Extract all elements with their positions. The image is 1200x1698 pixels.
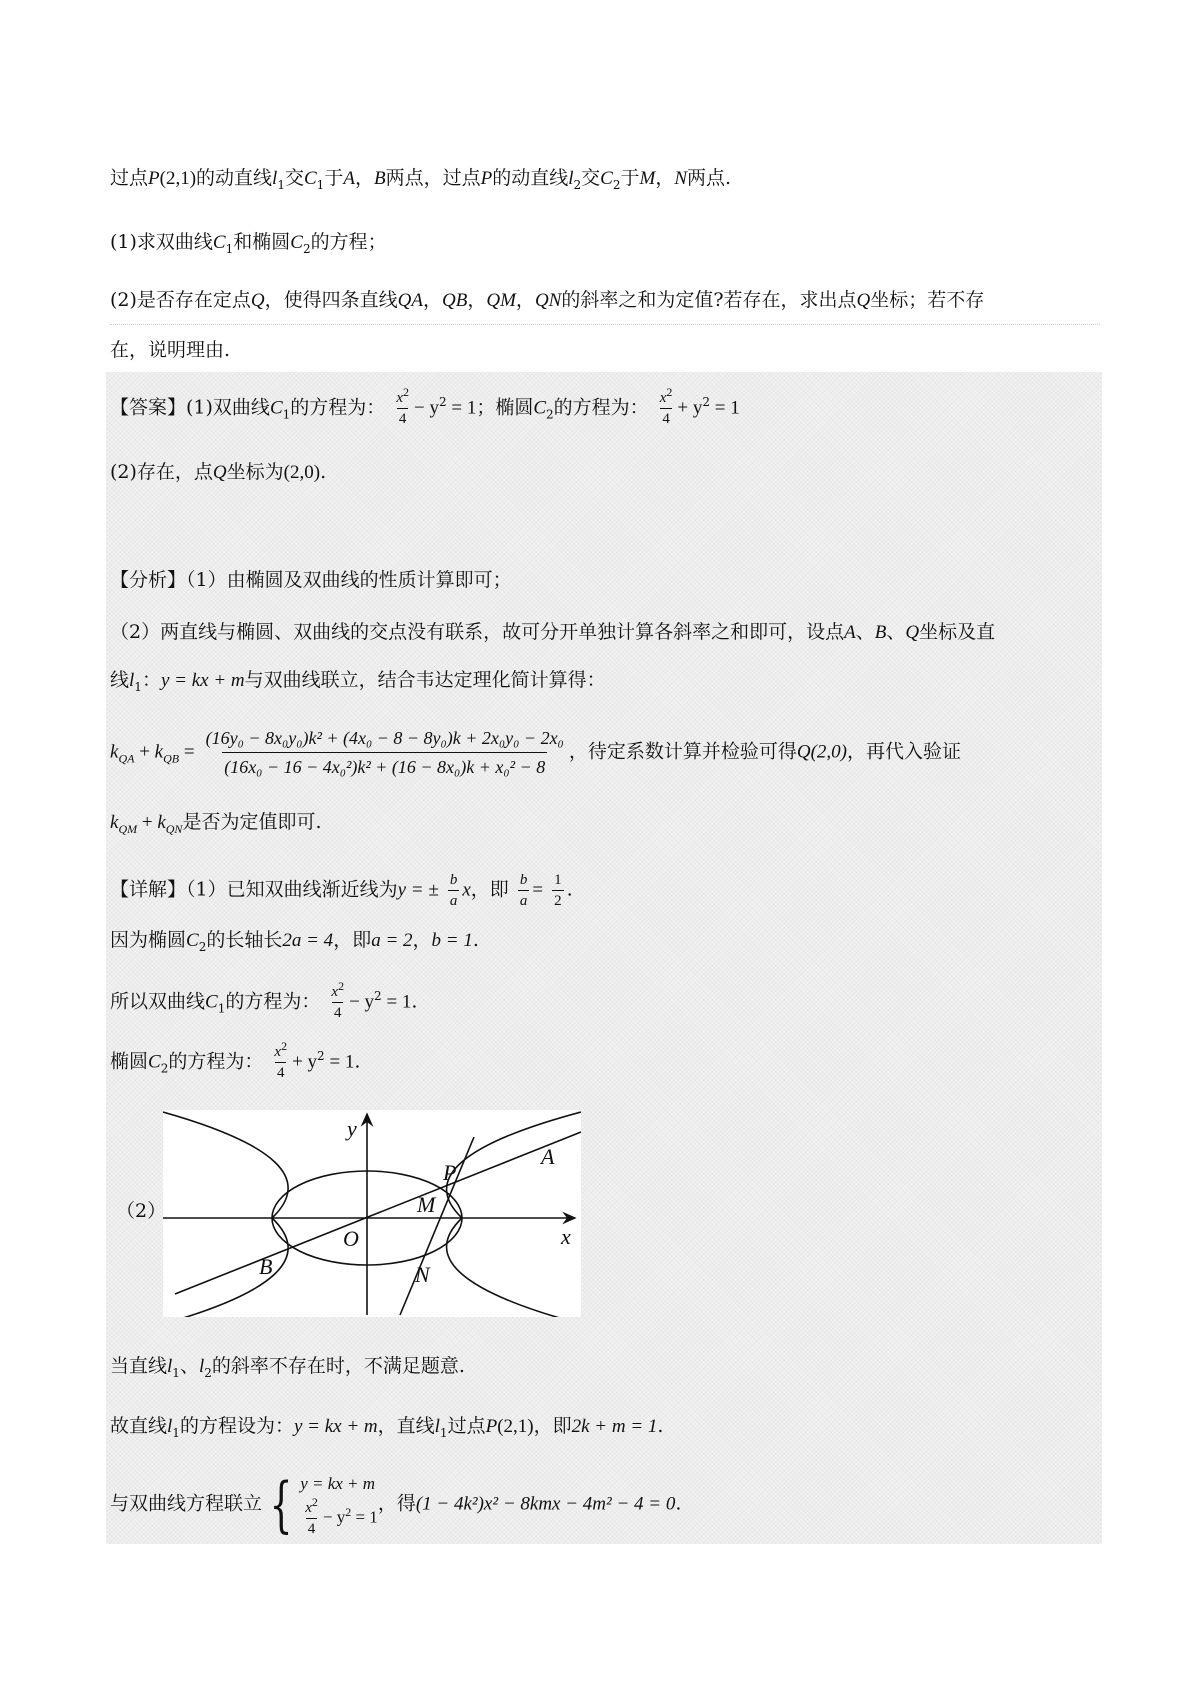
point-a-label: A <box>541 1144 555 1169</box>
analysis-line-5: $k_{QM} + k_{QN}$是否为定值即可. <box>110 811 322 836</box>
figure-label: （2） <box>116 1200 167 1222</box>
detail-line-2: 因为椭圆$C_2$的长轴长2a = 4，即a = 2，b = 1. <box>110 929 479 954</box>
question-1: (1)求双曲线$C_1$和椭圆$C_2$的方程； <box>110 231 387 256</box>
detail-line-1: 【详解】（1）已知双曲线渐近线为y = ± $\frac{b}{a}$ x，即 $\frac{b}{a}$ = $\frac{1}{2}$ . <box>110 872 573 909</box>
divider <box>110 324 1100 325</box>
detail-line-6: 故直线$l_1$的方程设为：y = kx + m，直线$l_1$过点P(2,1)，即2k + m = 1. <box>110 1415 664 1440</box>
point-p-label: P <box>443 1160 457 1185</box>
analysis-line-1: 【分析】（1）由椭圆及双曲线的性质计算即可； <box>110 569 512 591</box>
detail-line-3: 所以双曲线$C_1$的方程为： $\frac{x^2}{4}$ − $y^2 = 1$. <box>110 979 418 1021</box>
point-b-label: B <box>259 1254 273 1279</box>
point-n-label: N <box>415 1262 430 1287</box>
answer-line-1: 【答案】(1)双曲线$C_1$的方程为： $\frac{x^2}{4}$ − $y^2 = 1$；椭圆$C_2$的方程为： $\frac{x^2}{4}$ + $y^2 = 1$ <box>110 385 740 427</box>
detail-line-7: 与双曲线方程联立 { y = kx + m $\frac{x^2}{4}$ − $y^2 = 1$ ，得(1 − 4k²)x² − 8kmx − 4m² − 4 = 0. <box>110 1469 682 1540</box>
detail-line-5: 当直线$l_1$、$l_2$的斜率不存在时，不满足题意. <box>110 1355 465 1380</box>
conic-figure <box>163 1110 581 1317</box>
point-m-label: M <box>417 1192 436 1217</box>
detail-line-4: 椭圆$C_2$的方程为： $\frac{x^2}{4}$ + $y^2 = 1$. <box>110 1039 361 1081</box>
line-l2 <box>400 1137 474 1315</box>
analysis-formula: $k_{QA} + k_{QB}$ = $\frac{\text{(16y₀ − 8x₀y₀)k² + (4x₀ − 8 − 8y₀)k + 2x₀y₀ − 2x₀}}{\text{(16x₀ − 16 − 4x₀²)k² + (16 − 8x₀)k + x₀² − 8}}$ ，待定系数计算并检验可得Q(2,0)，再代入验证 <box>110 724 961 781</box>
question-2-line-2: 在，说明理由. <box>110 339 231 361</box>
line-l1 <box>175 1132 581 1294</box>
hyperbola-left-branch <box>163 1112 288 1317</box>
analysis-line-3: 线$l_1$：y = kx + m与双曲线联立，结合韦达定理化简计算得： <box>110 669 606 694</box>
answer-line-2: (2)存在，点Q坐标为(2,0). <box>110 461 327 483</box>
y-label: y <box>347 1116 357 1141</box>
hyperbola-right-branch <box>447 1112 581 1317</box>
origin-label: O <box>343 1226 359 1251</box>
question-2-line-1: (2)是否存在定点Q，使得四条直线QA，QB，QM，QN的斜率之和为定值?若存在，求出点Q坐标；若不存 <box>110 289 985 311</box>
analysis-line-2: （2）两直线与椭圆、双曲线的交点没有联系，故可分开单独计算各斜率之和即可，设点A、B、Q坐标及直 <box>110 621 996 643</box>
x-label: x <box>561 1224 571 1249</box>
problem-line-1: 过点P(2,1)的动直线$l_1$交$C_1$于A，B两点，过点P的动直线$l_2$交$C_2$于M，N两点. <box>110 167 732 192</box>
